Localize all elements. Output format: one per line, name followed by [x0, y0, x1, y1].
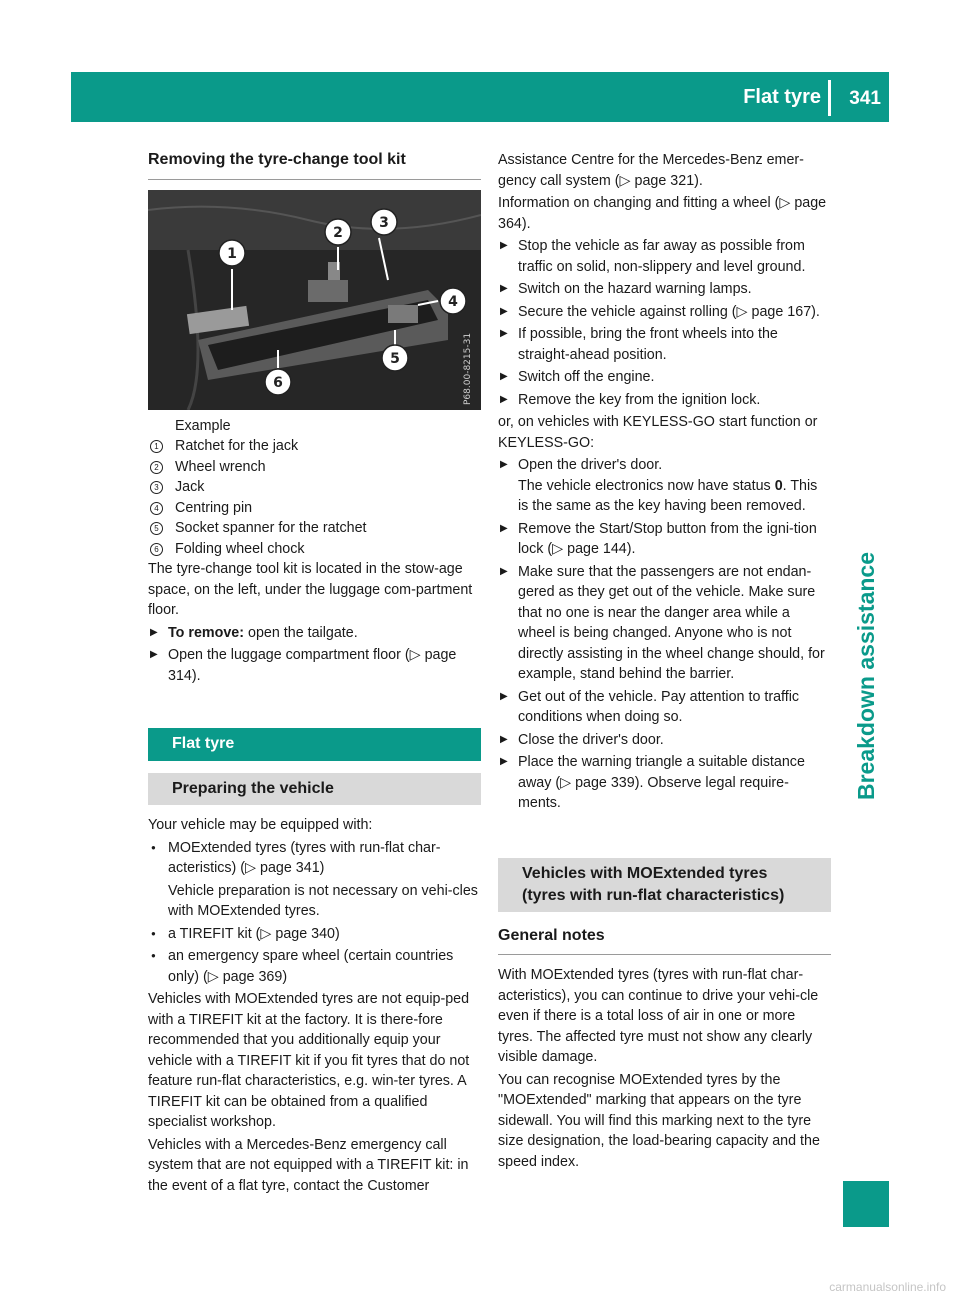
side-tab-block — [843, 1181, 889, 1227]
legend-item: 3 Jack — [148, 477, 481, 498]
tool-kit-photo — [148, 190, 481, 410]
step-item: ▶ Get out of the vehicle. Pay attention to traffic conditions when doing so. — [498, 687, 831, 728]
step-item: ▶ Make sure that the passengers are not endan-gered as they get out of the vehicle. Make sure that no one is near the danger area while a wheel is being changed. Anyone who is not directly assisting in the wheel change should, for example, stand behind the barrier. — [498, 562, 831, 685]
step-item: ▶ To remove: open the tailgate. — [148, 623, 481, 644]
tirefit-info-text: Vehicles with MOExtended tyres are not equip-ped with a TIREFIT kit at the factory. It is there-fore recommended that you additionally equip your vehicle with a TIREFIT kit if you fit tyres that do not feature run-flat characteristics, e.g. win-ter tyres. A TIREFIT kit can be obtained from a qualified specialist workshop. — [148, 991, 470, 1130]
general-notes-text-1: With MOExtended tyres (tyres with run-flat char-acteristics), you can continue to drive your vehi-cle even if there is a total loss of air in one or more tyres. The affected tyre must not show any clearly visible damage. — [498, 967, 819, 1065]
left-column — [148, 150, 481, 1198]
step-item: ▶ If possible, bring the front wheels into the straight-ahead position. — [498, 324, 831, 365]
bullet-subtext: Vehicle preparation is not necessary on vehi-cles with MOExtended tyres. — [168, 882, 478, 919]
callout-4: 4 — [448, 293, 458, 310]
side-tab-label: Breakdown assistance — [853, 551, 879, 800]
general-notes-heading: General notes — [498, 926, 831, 956]
right-column — [498, 150, 831, 1174]
step-item: ▶ Secure the vehicle against rolling (▷ page 167). — [498, 302, 831, 323]
legend-item: 5 Socket spanner for the ratchet — [148, 518, 481, 539]
page-number: 341 — [849, 88, 881, 109]
legend-item: 1 Ratchet for the jack — [148, 436, 481, 457]
section-bar-moextended: Vehicles with MOExtended tyres (tyres with run-flat characteristics) — [498, 858, 831, 912]
tool-kit-location-text: The tyre-change tool kit is located in the stow-age space, on the left, under the luggage com-partment floor. — [148, 561, 473, 618]
step-item: ▶ Switch on the hazard warning lamps. — [498, 279, 831, 300]
emergency-call-text: Vehicles with a Mercedes-Benz emergency call system that are not equipped with a TIREFIT kit: in the event of a flat tyre, contact the Customer — [148, 1136, 469, 1194]
step-item: ▶ Place the warning triangle a suitable distance away (▷ page 339). Observe legal require-ments. — [498, 752, 831, 814]
callout-6: 6 — [273, 374, 283, 391]
step-item: ▶ Remove the key from the ignition lock. — [498, 390, 831, 411]
legend-item: 6 Folding wheel chock — [148, 539, 481, 560]
side-tab — [843, 530, 889, 810]
header-bar — [71, 72, 889, 122]
photo-code: P68.00-8215-31 — [463, 332, 473, 405]
step-item: ▶ Open the driver's door. The vehicle electronics now have status 0. This is the same as the key having been removed. — [498, 455, 831, 517]
callout-1: 1 — [227, 245, 237, 262]
callout-2: 2 — [333, 224, 343, 241]
section-bar-preparing: Preparing the vehicle — [148, 773, 481, 806]
step-item: ▶ Switch off the engine. — [498, 367, 831, 388]
callout-5: 5 — [390, 350, 400, 367]
header-divider — [828, 80, 831, 116]
legend-item: 4 Centring pin — [148, 498, 481, 519]
legend-item: 2 Wheel wrench — [148, 457, 481, 478]
step-item: ▶ Remove the Start/Stop button from the igni-tion lock (▷ page 144). — [498, 519, 831, 560]
step-item: ▶ Stop the vehicle as far away as possible from traffic on solid, non-slippery and level ground. — [498, 236, 831, 277]
section-heading-tool-kit: Removing the tyre-change tool kit — [148, 150, 481, 180]
page-section-title: Flat tyre — [743, 86, 821, 108]
continued-text: Assistance Centre for the Mercedes-Benz emer-gency call system (▷ page 321). — [498, 152, 804, 189]
photo-caption: Example — [175, 417, 231, 434]
keyless-go-text: or, on vehicles with KEYLESS-GO start function or KEYLESS-GO: — [498, 414, 818, 451]
section-bar-flat-tyre: Flat tyre — [148, 728, 481, 761]
wheel-info-text: Information on changing and fitting a wheel (▷ page 364). — [498, 195, 827, 232]
general-notes-text-2: You can recognise MOExtended tyres by the "MOExtended" marking that appears on the tyre sidewall. You will find this marking next to the tyre size designation, the load-bearing capacity and the speed index. — [498, 1071, 820, 1170]
watermark: carmanualsonline.info — [829, 1280, 946, 1294]
bullet-item: ● a TIREFIT kit (▷ page 340) — [148, 924, 481, 945]
bullet-item: ● MOExtended tyres (tyres with run-flat char-acteristics) (▷ page 341) — [148, 838, 481, 879]
bullet-item: ● an emergency spare wheel (certain countries only) (▷ page 369) — [148, 946, 481, 987]
callout-3: 3 — [379, 214, 389, 231]
equipped-intro: Your vehicle may be equipped with: — [148, 817, 373, 833]
step-item: ▶ Close the driver's door. — [498, 730, 831, 751]
step-item: ▶ Open the luggage compartment floor (▷ page 314). — [148, 645, 481, 686]
